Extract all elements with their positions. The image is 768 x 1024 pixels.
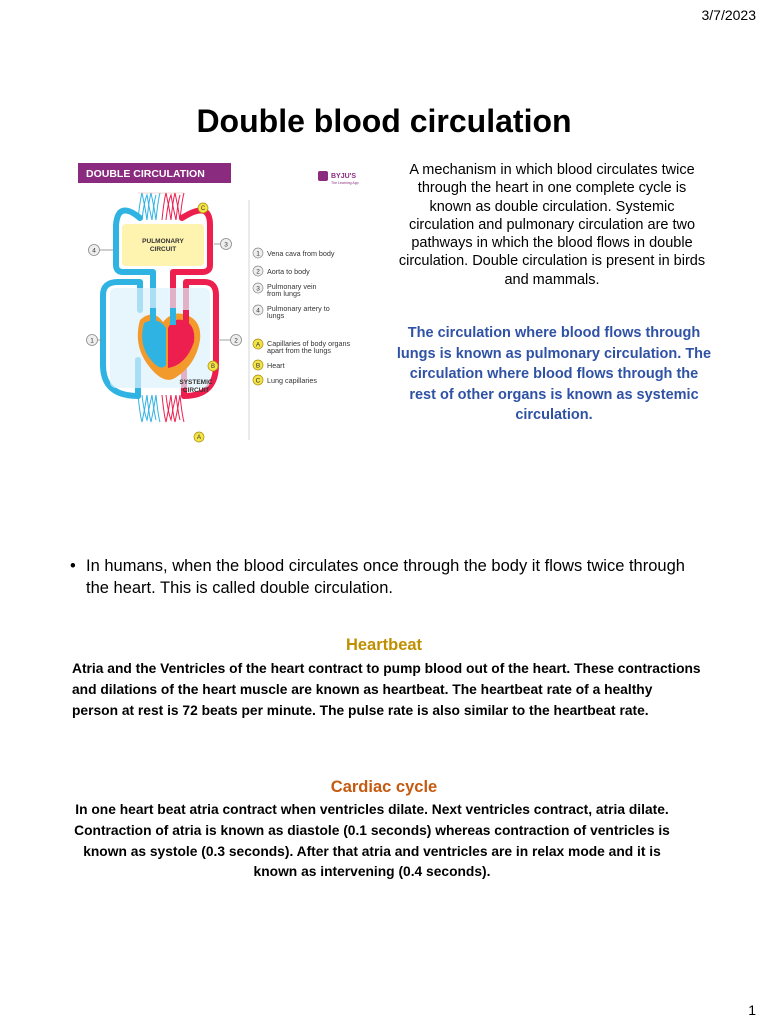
svg-text:B: B [255, 362, 261, 370]
legend-item-a: Capillaries of body organs [267, 339, 351, 348]
brand-name: BYJU'S [331, 173, 357, 180]
bullet-point [70, 555, 710, 599]
bullet-text: In humans, when the blood circulates once through the body it flows twice through the heart. This is called double circulation. [86, 557, 685, 597]
pulmonary-circuit-label-2: CIRCUIT [149, 246, 177, 253]
diagram-banner-text: DOUBLE CIRCULATION [86, 168, 205, 180]
intro-paragraph: A mechanism in which blood circulates twice through the heart in one complete cycle is known as double circulation. Systemic circulation and pulmonary circulation are two pathways in which the blood flows in double circulation. Double circulation is present in birds and mammals. [398, 162, 706, 288]
legend-item-4: Pulmonary artery to [267, 304, 330, 313]
svg-text:B: B [210, 364, 216, 370]
pulmonary-circuit-region [122, 224, 204, 266]
svg-text:A: A [255, 341, 261, 349]
page-number: 1 [748, 1002, 756, 1018]
svg-text:1: 1 [256, 250, 260, 258]
brand-logo-icon [318, 171, 328, 181]
diagram-legend [253, 248, 351, 385]
legend-item-2: Aorta to body [267, 267, 310, 276]
heartbeat-paragraph: Atria and the Ventricles of the heart contract to pump blood out of the heart. These contractions and dilations of the heart muscle are known as heartbeat. The heartbeat rate of a healthy person at rest is 72 beats per minute. The pulse rate is also similar to the heartbeat rate. [72, 661, 701, 718]
svg-text:C: C [200, 206, 206, 212]
svg-text:2: 2 [234, 337, 238, 345]
svg-text:3: 3 [256, 285, 260, 293]
svg-text:3: 3 [224, 241, 228, 249]
cardiac-cycle-paragraph: In one heart beat atria contract when ventricles dilate. Next ventricles contract, atria dilate. Contraction of atria is known as diastole (0.1 seconds) whereas contraction of ventricles is known as systole (0.3 seconds). After that atria and ventricles are in relax mode and it is known as intervening (0.4 seconds). [74, 802, 670, 880]
svg-text:4: 4 [92, 247, 96, 255]
legend-item-1: Vena cava from body [267, 249, 335, 258]
lung-capillaries [138, 193, 184, 220]
brand-tagline: The Learning App [331, 181, 359, 185]
page-title: Double blood circulation [196, 103, 572, 139]
legend-item-a-line-2: apart from the lungs [267, 346, 331, 355]
systemic-circuit-label: SYSTEMIC [179, 379, 213, 386]
svg-text:A: A [196, 435, 202, 441]
slide-date: 3/7/2023 [701, 7, 756, 23]
svg-text:C: C [255, 377, 261, 385]
body-capillaries [138, 395, 184, 422]
heartbeat-heading: Heartbeat [345, 636, 423, 654]
legend-item-c: Lung capillaries [267, 376, 317, 385]
legend-item-4-line-2: lungs [267, 311, 285, 320]
legend-item-3: Pulmonary vein [267, 282, 317, 291]
svg-text:4: 4 [256, 307, 260, 315]
pulmonary-circuit-label: PULMONARY [142, 238, 184, 245]
legend-item-3-line-2: from lungs [267, 289, 301, 298]
svg-text:2: 2 [256, 268, 260, 276]
highlight-paragraph: The circulation where blood flows through lungs is known as pulmonary circulation. The circulation where blood flows through the rest of other organs is known as systemic circulation. [396, 325, 712, 423]
systemic-circuit-label-2: CIRCUIT [182, 387, 210, 394]
svg-text:1: 1 [90, 337, 94, 345]
legend-item-b: Heart [267, 361, 285, 370]
double-circulation-diagram [78, 160, 378, 450]
bullet-icon: • [70, 557, 76, 575]
cardiac-cycle-heading: Cardiac cycle [330, 778, 438, 796]
